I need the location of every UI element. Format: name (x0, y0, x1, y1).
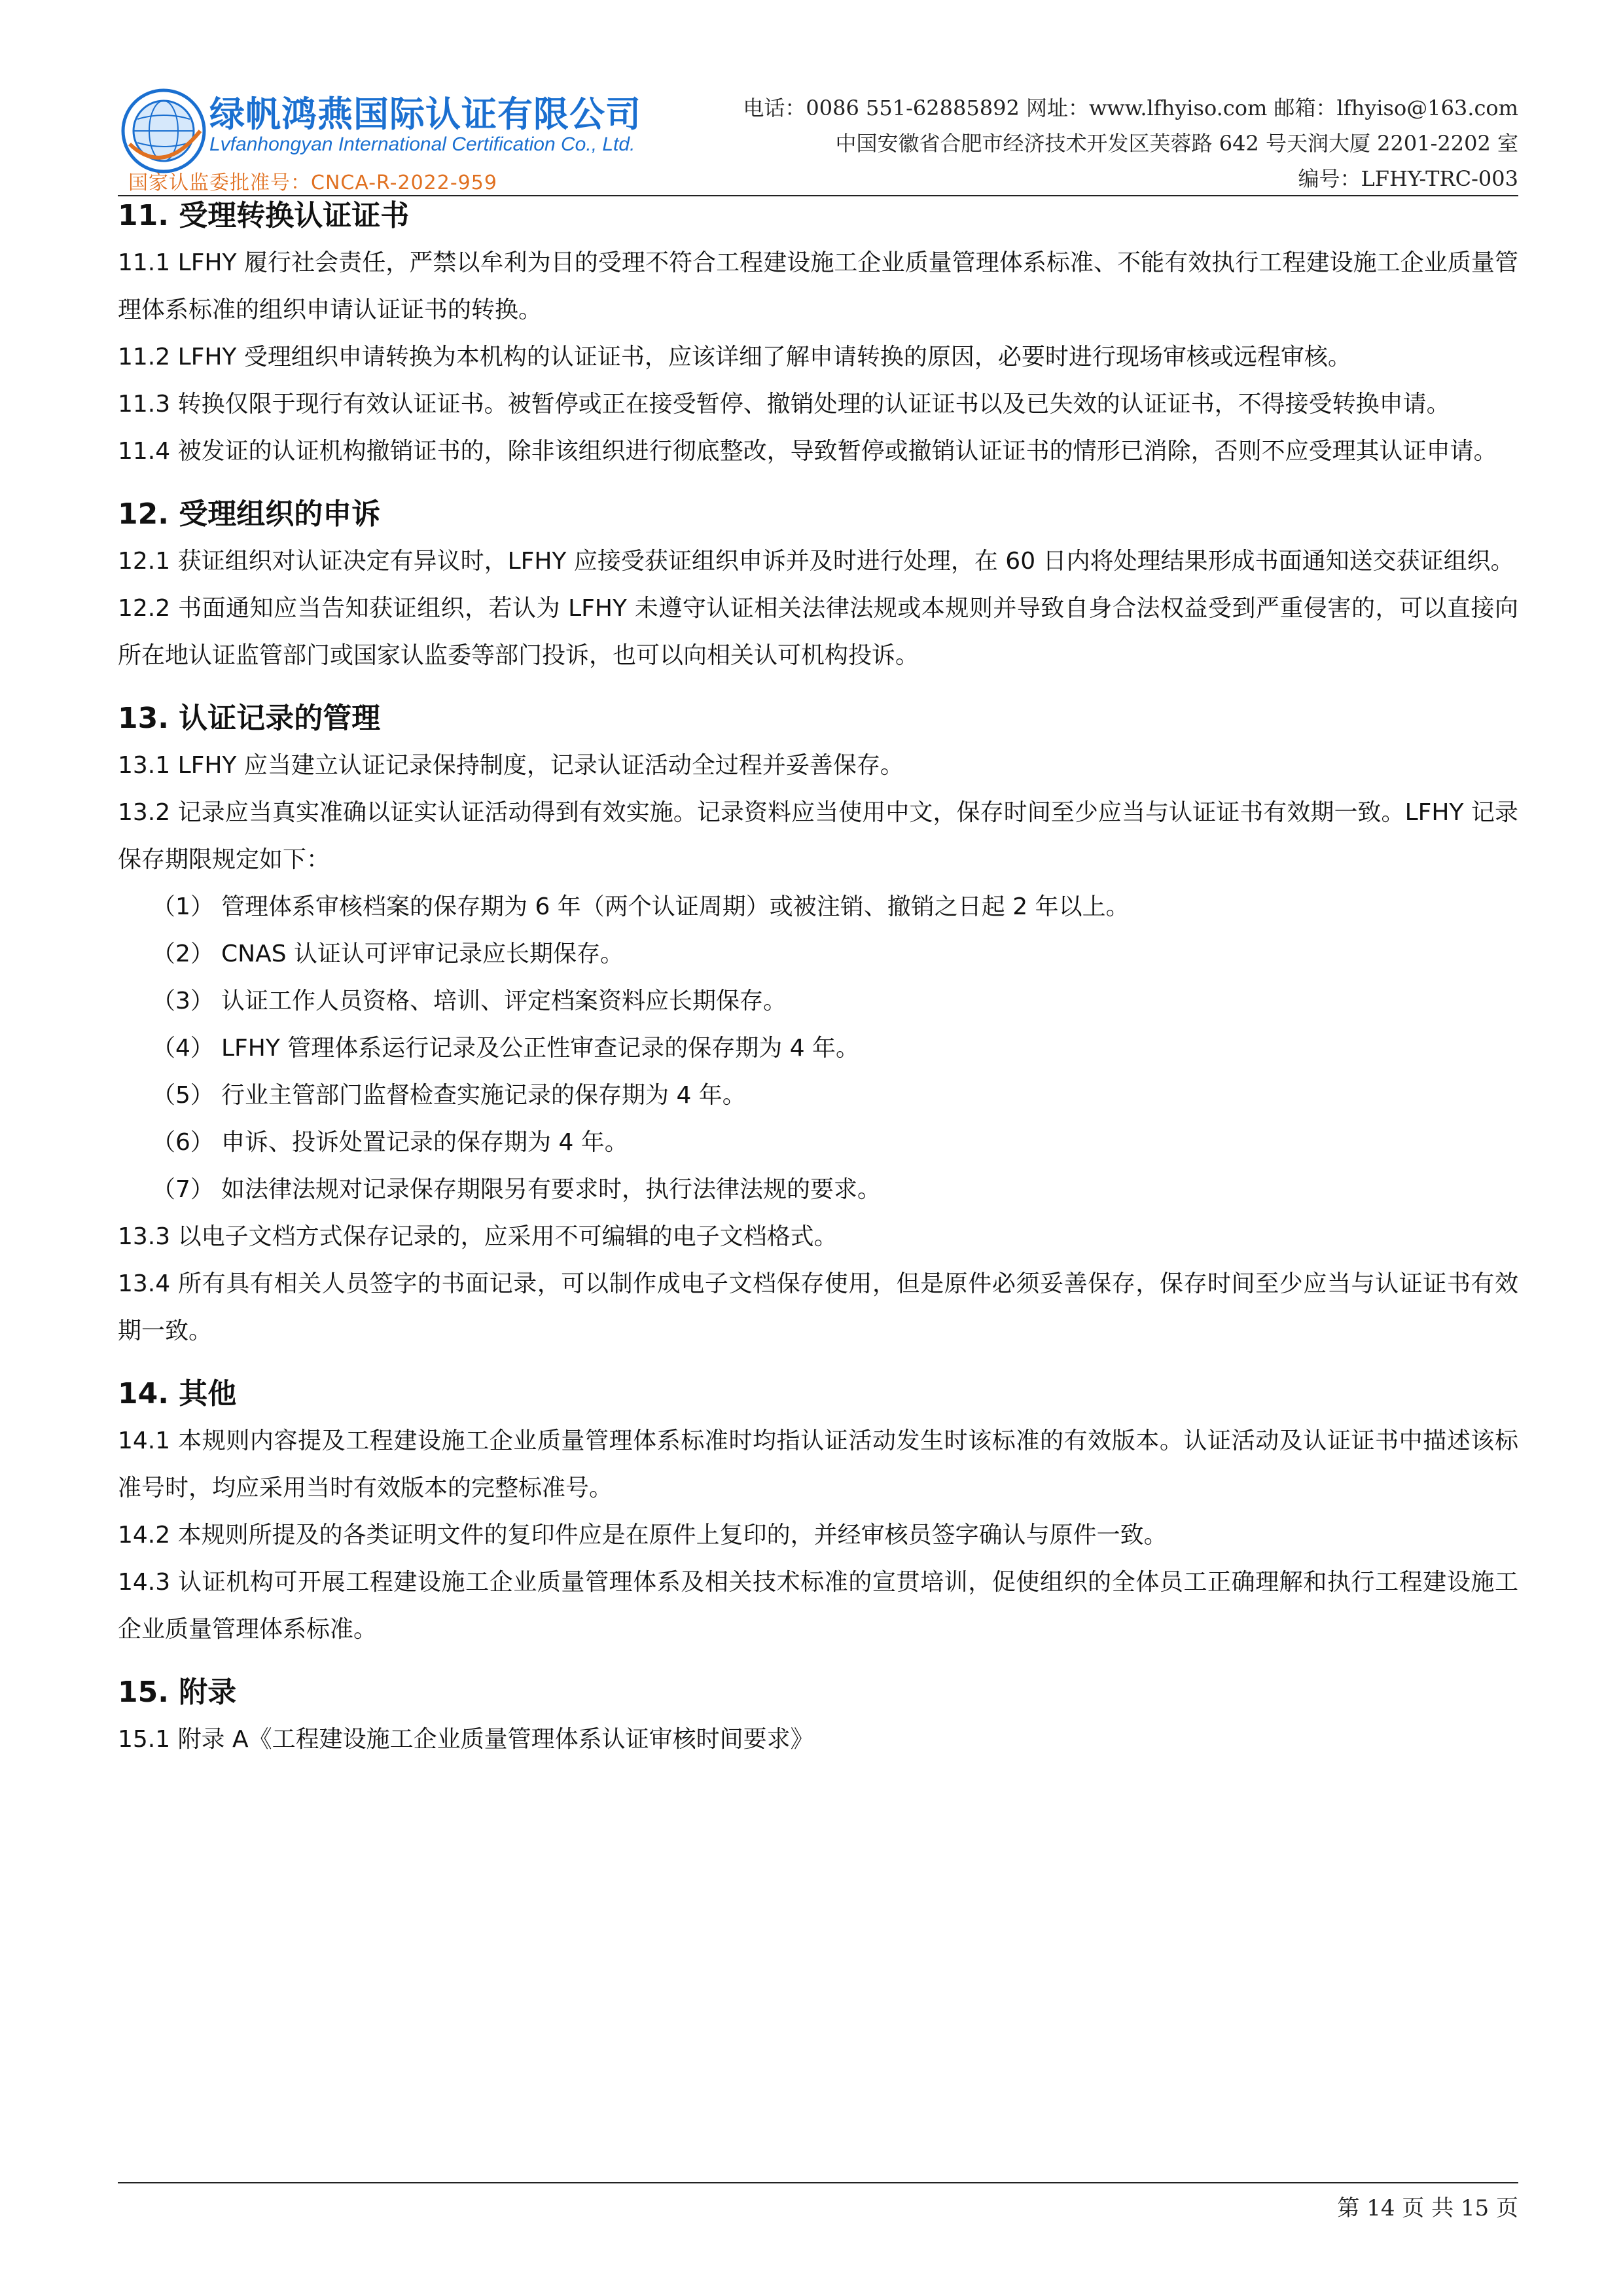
globe-logo-icon (118, 85, 209, 177)
section-14 (118, 1371, 1518, 1653)
list-item-number: （3） (152, 988, 214, 1014)
page-number: 第 14 页 共 15 页 (1337, 2195, 1518, 2221)
list-item-number: （7） (152, 1176, 214, 1203)
company-logo (118, 79, 641, 196)
list-item (118, 978, 1518, 1025)
list-item-text: 行业主管部门监督检查实施记录的保存期为 4 年。 (221, 1082, 746, 1109)
paragraph-14-2: 14.2 本规则所提及的各类证明文件的复印件应是在原件上复印的，并经审核员签字确认与原件一致。 (118, 1522, 1168, 1549)
list-item (118, 1166, 1518, 1213)
list-item-text: LFHY 管理体系运行记录及公正性审查记录的保存期为 4 年。 (221, 1035, 860, 1062)
list-item-number: （6） (152, 1129, 214, 1156)
paragraph-15-1: 15.1 附录 A《工程建设施工企业质量管理体系认证审核时间要求》 (118, 1726, 814, 1753)
paragraph-13-2: 13.2 记录应当真实准确以证实认证活动得到有效实施。记录资料应当使用中文，保存时间至少应当与认证证书有效期一致。LFHY 记录保存期限规定如下： (118, 799, 1518, 873)
section-title: 15. 附录 (118, 1676, 237, 1709)
list-item-text: 认证工作人员资格、培训、评定档案资料应长期保存。 (221, 988, 787, 1014)
paragraph-14-3: 14.3 认证机构可开展工程建设施工企业质量管理体系及相关技术标准的宣贯培训，促使组织的全体员工正确理解和执行工程建设施工企业质量管理体系标准。 (118, 1569, 1518, 1643)
document-body (118, 190, 1518, 1763)
section-15 (118, 1669, 1518, 1763)
list-item (118, 1119, 1518, 1166)
list-item (118, 1072, 1518, 1119)
company-name-cn: 绿帆鸿燕国际认证有限公司 (209, 94, 641, 135)
section-12 (118, 491, 1518, 679)
paragraph-11-1: 11.1 LFHY 履行社会责任，严禁以牟利为目的受理不符合工程建设施工企业质量管理体系标准、不能有效执行工程建设施工企业质量管理体系标准的组织申请认证证书的转换。 (118, 249, 1518, 323)
section-title: 13. 认证记录的管理 (118, 702, 381, 735)
list-item (118, 884, 1518, 931)
list-item-text: 管理体系审核档案的保存期为 6 年（两个认证周期）或被注销、撤销之日起 2 年以上。 (221, 893, 1130, 920)
section-title: 14. 其他 (118, 1377, 237, 1410)
list-item (118, 931, 1518, 978)
section-13 (118, 695, 1518, 1355)
list-item-text: CNAS 认证认可评审记录应长期保存。 (221, 941, 624, 967)
section-title: 11. 受理转换认证证书 (118, 199, 410, 232)
paragraph-12-1: 12.1 获证组织对认证决定有异议时，LFHY 应接受获证组织申诉并及时进行处理，在 60 日内将处理结果形成书面通知送交获证组织。 (118, 548, 1514, 575)
list-item-text: 申诉、投诉处置记录的保存期为 4 年。 (221, 1129, 628, 1156)
document-number: 编号：LFHY-TRC-003 (1298, 166, 1518, 191)
list-item (118, 1025, 1518, 1072)
section-11 (118, 192, 1518, 475)
list-item-number: （5） (152, 1082, 214, 1109)
paragraph-13-4: 13.4 所有具有相关人员签字的书面记录，可以制作成电子文档保存使用，但是原件必须妥善保存，保存时间至少应当与认证证书有效期一致。 (118, 1270, 1518, 1344)
paragraph-11-4: 11.4 被发证的认证机构撤销证书的，除非该组织进行彻底整改，导致暂停或撤销认证证书的情形已消除，否则不应受理其认证申请。 (118, 438, 1497, 465)
approval-number: 国家认监委批准号：CNCA-R-2022-959 (128, 171, 497, 194)
section-title: 12. 受理组织的申诉 (118, 497, 381, 531)
contact-line-1: 电话：0086 551-62885892 网址：www.lfhyiso.com 邮箱：lfhyiso@163.com (743, 96, 1518, 120)
list-item-number: （4） (152, 1035, 214, 1062)
contact-line-2: 中国安徽省合肥市经济技术开发区芙蓉路 642 号天润大厦 2201-2202 室 (835, 131, 1518, 156)
paragraph-11-2: 11.2 LFHY 受理组织申请转换为本机构的认证证书，应该详细了解申请转换的原因，必要时进行现场审核或远程审核。 (118, 344, 1351, 370)
paragraph-14-1: 14.1 本规则内容提及工程建设施工企业质量管理体系标准时均指认证活动发生时该标准的有效版本。认证活动及认证证书中描述该标准号时，均应采用当时有效版本的完整标准号。 (118, 1427, 1518, 1501)
company-name-en: Lvfanhongyan International Certification Co., Ltd. (209, 134, 635, 155)
list-item-number: （1） (152, 893, 214, 920)
footer-divider (118, 2182, 1518, 2183)
list-item-number: （2） (152, 941, 214, 967)
list-item-text: 如法律法规对记录保存期限另有要求时，执行法律法规的要求。 (221, 1176, 882, 1203)
page-header (118, 72, 1518, 194)
paragraph-13-1: 13.1 LFHY 应当建立认证记录保持制度，记录认证活动全过程并妥善保存。 (118, 752, 904, 779)
contact-info (743, 90, 1518, 196)
paragraph-13-3: 13.3 以电子文档方式保存记录的，应采用不可编辑的电子文档格式。 (118, 1223, 838, 1250)
paragraph-11-3: 11.3 转换仅限于现行有效认证证书。被暂停或正在接受暂停、撤销处理的认证证书以及已失效的认证证书，不得接受转换申请。 (118, 391, 1450, 418)
paragraph-12-2: 12.2 书面通知应当告知获证组织，若认为 LFHY 未遵守认证相关法律法规或本规则并导致自身合法权益受到严重侵害的，可以直接向所在地认证监管部门或国家认监委等部门投诉，也可以向相关认可机构投诉。 (118, 595, 1518, 669)
